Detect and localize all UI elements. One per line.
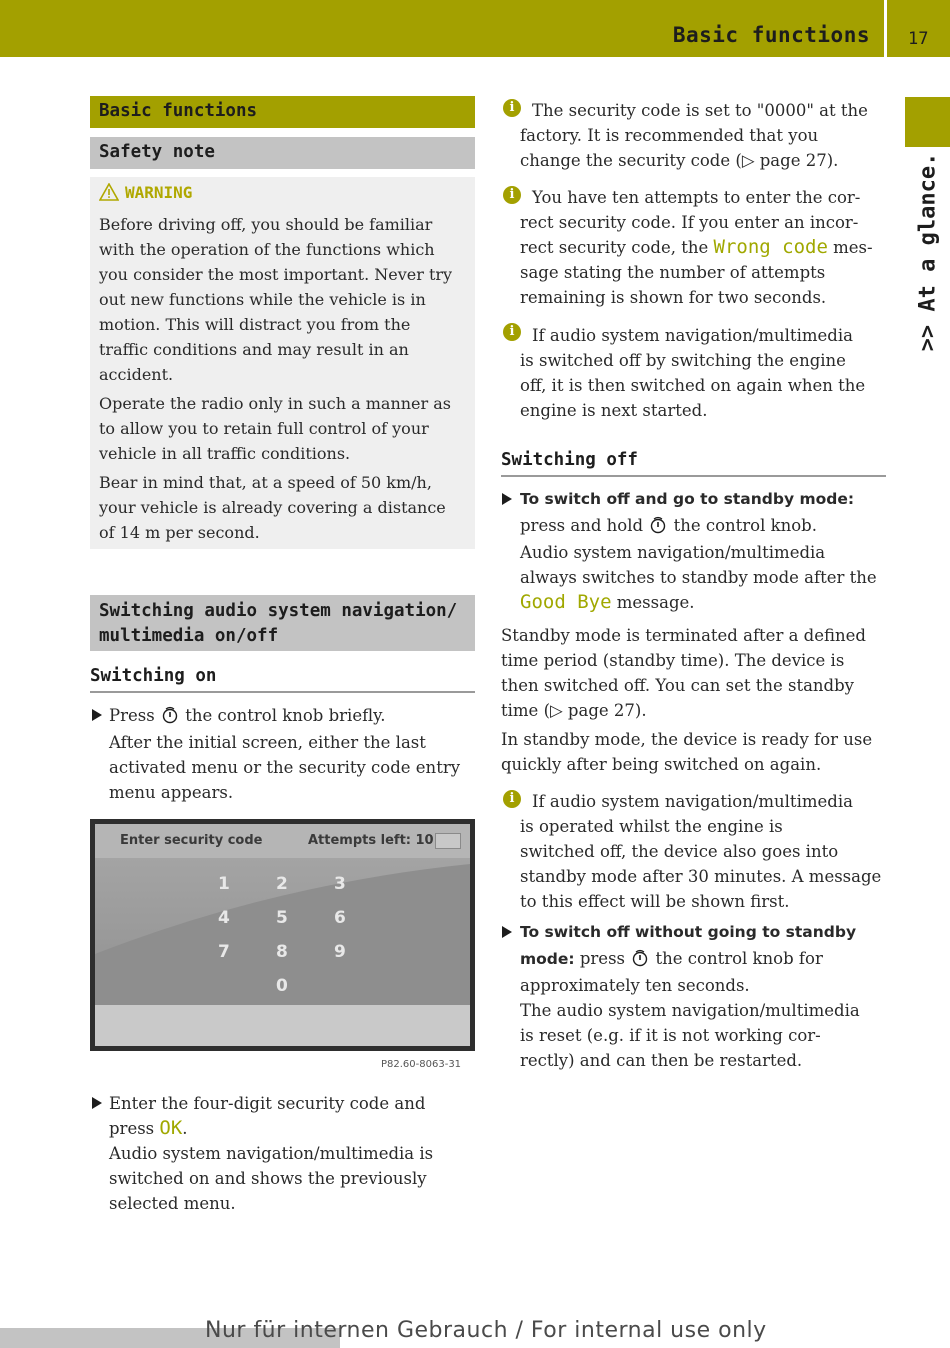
- triangle-bullet-icon: [92, 709, 102, 721]
- digit-key: 4: [218, 908, 230, 928]
- info-engine-off: [520, 323, 888, 423]
- text-line: is switched off by switching the engine: [520, 351, 846, 370]
- text-span: rect security code, the: [520, 238, 709, 257]
- text-line: Enter the four-digit security code and: [109, 1094, 426, 1113]
- screen-title: Enter security code: [120, 833, 263, 848]
- text-line: change the security code (▷ page 27).: [520, 151, 839, 170]
- text-span: Press: [109, 706, 155, 725]
- image-reference: P82.60-8063-31: [381, 1059, 462, 1070]
- screen-display: [95, 824, 470, 1046]
- warning-paragraph-2: [99, 391, 471, 466]
- text-line: Before driving off, you should be familiar: [99, 215, 433, 234]
- info-attempts: [520, 185, 888, 310]
- side-tab-label: >> At a glance.: [915, 152, 941, 352]
- text-line: Standby mode is terminated after a defined: [501, 626, 866, 645]
- text-line: selected menu.: [109, 1194, 236, 1213]
- safety-note-title: Safety note: [99, 142, 215, 162]
- text-line: Audio system navigation/multimedia: [520, 543, 826, 562]
- text-line: is reset (e.g. if it is not working cor-: [520, 1026, 821, 1045]
- security-code-screenshot: [90, 819, 475, 1051]
- triangle-bullet-icon: [502, 926, 512, 938]
- text-line: engine is next started.: [520, 401, 708, 420]
- text-line: motion. This will distract you from the: [99, 315, 411, 334]
- text-line: After the initial screen, either the last: [109, 733, 426, 752]
- text-span: the control knob briefly.: [185, 706, 386, 725]
- screen-attempts: Attempts left: 10: [308, 833, 434, 848]
- switching-on-heading: Switching on: [90, 666, 217, 686]
- text-line: you consider the most important. Never try: [99, 265, 453, 284]
- title-line: multimedia on/off: [99, 626, 279, 646]
- text-line: rect security code. If you enter an incor-: [520, 213, 859, 232]
- step-press-knob: [109, 703, 479, 805]
- warning-label: WARNING: [125, 183, 193, 202]
- step-title-cont: mode:: [520, 950, 575, 968]
- text-line: quickly after being switched on again.: [501, 755, 822, 774]
- digit-key: 6: [334, 908, 346, 928]
- text-line: If audio system navigation/multimedia: [532, 792, 853, 811]
- screen-close-icon: [435, 833, 461, 849]
- info-icon: i: [503, 323, 521, 341]
- text-line: to allow you to retain full control of your: [99, 419, 429, 438]
- side-tab-marker: [905, 97, 950, 147]
- safety-note-bar: [90, 137, 475, 169]
- digit-key: 3: [334, 874, 346, 894]
- text-line: with the operation of the functions which: [99, 240, 435, 259]
- text-line: [520, 513, 888, 538]
- text-line: vehicle in all traffic conditions.: [99, 444, 351, 463]
- text-line: to this effect will be shown first.: [520, 892, 790, 911]
- text-line: sage stating the number of attempts: [520, 263, 826, 282]
- text-span: message.: [616, 593, 695, 612]
- digit-key: 5: [276, 908, 288, 928]
- warning-box: [90, 177, 475, 549]
- text-line: time period (standby time). The device is: [501, 651, 845, 670]
- digit-key: 7: [218, 942, 230, 962]
- section-title-bar: [90, 96, 475, 128]
- control-knob-icon: [162, 706, 178, 724]
- triangle-bullet-icon: [502, 493, 512, 505]
- text-line: remaining is shown for two seconds.: [520, 288, 827, 307]
- text-line: out new functions while the vehicle is in: [99, 290, 426, 309]
- info-auto-standby: [520, 789, 888, 914]
- text-line: The security code is set to "0000" at the: [532, 101, 868, 120]
- step-reset: [520, 920, 888, 1073]
- text-line: menu appears.: [109, 783, 234, 802]
- text-line: rectly) and can then be restarted.: [520, 1051, 803, 1070]
- text-line: of 14 m per second.: [99, 523, 260, 542]
- footer-internal-use-text: Nur für internen Gebrauch / For internal use only: [205, 1318, 767, 1343]
- wrong-code-display-text: Wrong code: [713, 236, 828, 258]
- header-title: Basic functions: [672, 23, 870, 47]
- text-line: approximately ten seconds.: [520, 976, 750, 995]
- control-knob-icon: [632, 949, 648, 967]
- digit-key: 0: [276, 976, 288, 996]
- switching-off-heading: Switching off: [501, 450, 638, 470]
- text-line: is operated whilst the engine is: [520, 817, 783, 836]
- info-security-code: [520, 98, 888, 173]
- warning-heading: [99, 183, 192, 202]
- warning-paragraph-1: [99, 212, 471, 387]
- text-line: accident.: [99, 365, 174, 384]
- digit-key: 1: [218, 874, 230, 894]
- text-line: [520, 235, 888, 260]
- text-line: In standby mode, the device is ready for use: [501, 730, 873, 749]
- text-span: the control knob.: [673, 516, 817, 535]
- heading-rule: [90, 691, 475, 693]
- text-line: The audio system navigation/multimedia: [520, 1001, 860, 1020]
- info-icon: i: [503, 186, 521, 204]
- text-line: your vehicle is already covering a distance: [99, 498, 446, 517]
- text-line: switched off, the device also goes into: [520, 842, 839, 861]
- heading-rule: [501, 475, 886, 477]
- text-line: time (▷ page 27).: [501, 701, 647, 720]
- text-line: traffic conditions and may result in an: [99, 340, 409, 359]
- info-icon: i: [503, 99, 521, 117]
- text-span: .: [182, 1119, 188, 1138]
- screen-bottom-bar: [95, 1005, 470, 1046]
- text-line: [520, 946, 888, 972]
- step-title: To switch off without going to standby: [520, 923, 857, 941]
- step-enter-code: [109, 1091, 479, 1216]
- text-line: switched on and shows the previously: [109, 1169, 427, 1188]
- text-span: press: [109, 1119, 155, 1138]
- title-line: Switching audio system navigation/: [99, 601, 458, 621]
- text-line: activated menu or the security code entry: [109, 758, 461, 777]
- switching-section-bar: [90, 595, 475, 651]
- ok-display-text: OK: [159, 1117, 183, 1139]
- warning-paragraph-3: [99, 470, 471, 545]
- text-line: then switched off. You can set the standby: [501, 676, 854, 695]
- step-line: [109, 703, 479, 728]
- text-line: Audio system navigation/multimedia is: [109, 1144, 434, 1163]
- step-standby: [520, 487, 888, 615]
- standby-paragraph-2: [501, 727, 889, 777]
- control-knob-icon: [650, 516, 666, 534]
- text-span: mes-: [833, 238, 873, 257]
- switching-section-title: [99, 599, 457, 649]
- text-line: off, it is then switched on again when the: [520, 376, 866, 395]
- text-line: [109, 1116, 479, 1141]
- digit-key: 2: [276, 874, 288, 894]
- text-line: always switches to standby mode after the: [520, 568, 877, 587]
- triangle-bullet-icon: [92, 1097, 102, 1109]
- good-bye-display-text: Good Bye: [520, 591, 612, 613]
- digit-key: 9: [334, 942, 346, 962]
- text-span: the control knob for: [655, 949, 823, 968]
- text-line: Bear in mind that, at a speed of 50 km/h,: [99, 473, 432, 492]
- text-line: [520, 590, 888, 615]
- info-icon: i: [503, 790, 521, 808]
- section-title: Basic functions: [99, 101, 258, 121]
- digit-key: 8: [276, 942, 288, 962]
- text-span: press and hold: [520, 516, 644, 535]
- warning-triangle-icon: [99, 183, 119, 201]
- text-line: standby mode after 30 minutes. A message: [520, 867, 882, 886]
- text-span: press: [579, 949, 626, 968]
- standby-paragraph-1: [501, 623, 889, 723]
- text-line: You have ten attempts to enter the cor-: [532, 188, 861, 207]
- page-number: 17: [908, 29, 929, 49]
- text-line: If audio system navigation/multimedia: [532, 326, 853, 345]
- text-line: factory. It is recommended that you: [520, 126, 819, 145]
- step-title: To switch off and go to standby mode:: [520, 490, 855, 508]
- text-line: Operate the radio only in such a manner as: [99, 394, 452, 413]
